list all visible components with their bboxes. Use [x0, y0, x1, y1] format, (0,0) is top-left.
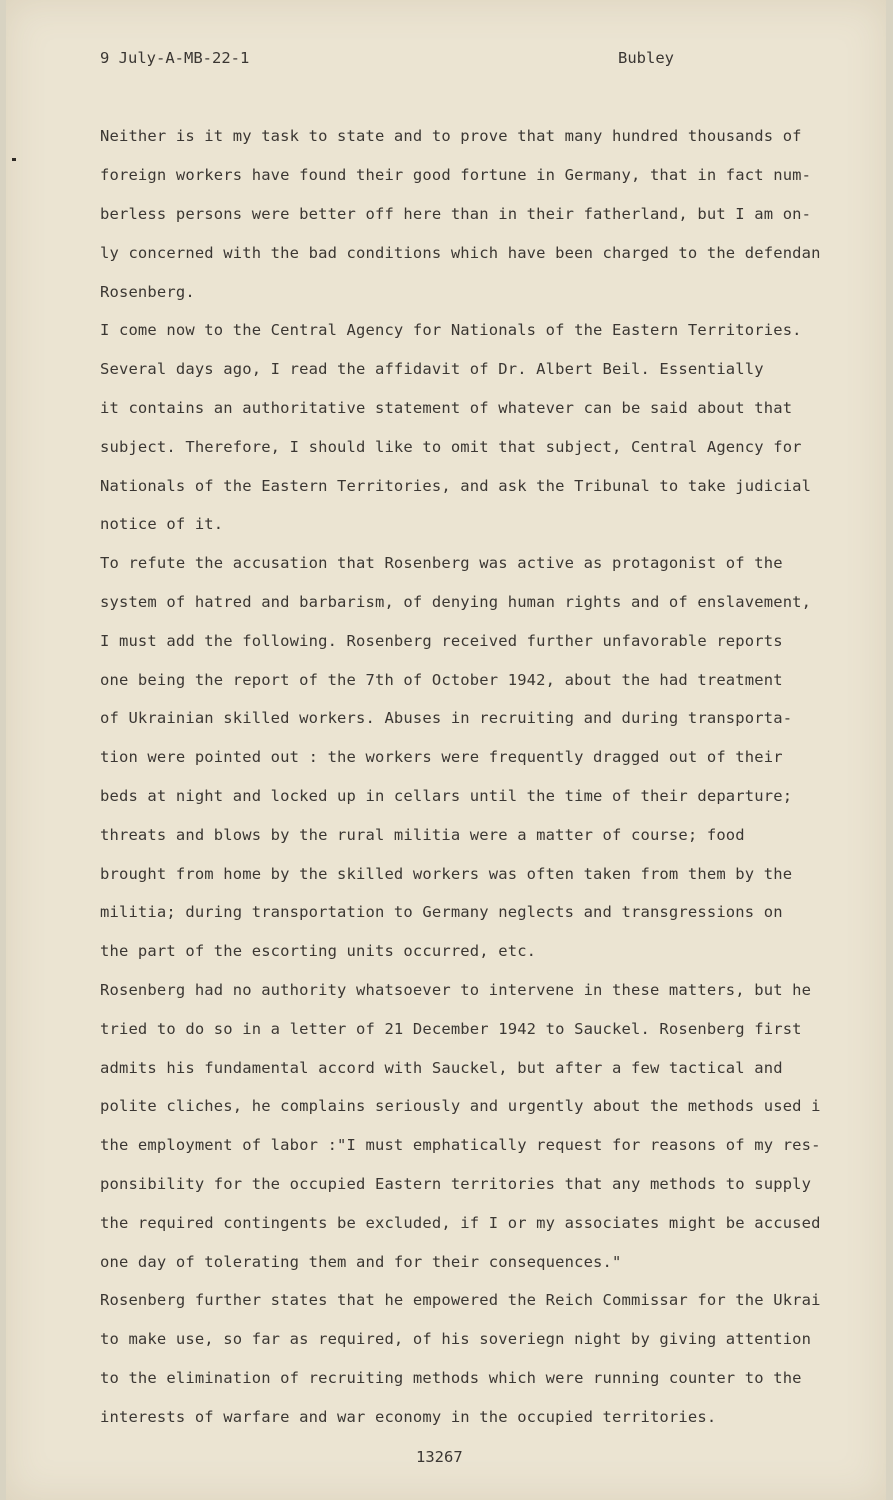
text-line: berless persons were better off here than in their fatherland, but I am on-: [100, 205, 812, 223]
text-line: the required contingents be excluded, if I or my associates might be accused: [100, 1214, 821, 1232]
text-line: foreign workers have found their good fortune in Germany, that in fact num-: [100, 166, 812, 184]
text-line: I must add the following. Rosenberg received further unfavorable reports: [100, 632, 783, 650]
text-line: the employment of labor :"I must emphatically request for reasons of my res-: [100, 1136, 821, 1154]
text-line: notice of it.: [100, 515, 224, 533]
text-line: brought from home by the skilled workers was often taken from them by the: [100, 865, 793, 883]
text-line: Rosenberg had no authority whatsoever to intervene in these matters, but he: [100, 981, 812, 999]
typist-name: Bubley: [618, 49, 674, 67]
text-line: Several days ago, I read the affidavit of Dr. Albert Beil. Essentially: [100, 360, 764, 378]
text-line: tion were pointed out : the workers were frequently dragged out of their: [100, 748, 783, 766]
text-line: of Ukrainian skilled workers. Abuses in recruiting and during transporta-: [100, 709, 793, 727]
text-line: interests of warfare and war economy in the occupied territories.: [100, 1408, 717, 1426]
text-line: I come now to the Central Agency for Nationals of the Eastern Territories.: [100, 321, 802, 339]
text-line: militia; during transportation to Germany neglects and transgressions on: [100, 903, 783, 921]
text-line: Rosenberg.: [100, 283, 195, 301]
margin-mark: [12, 158, 16, 161]
text-line: Nationals of the Eastern Territories, and ask the Tribunal to take judicial: [100, 477, 812, 495]
text-line: one day of tolerating them and for their consequences.": [100, 1253, 622, 1271]
text-line: subject. Therefore, I should like to omit that subject, Central Agency for: [100, 438, 802, 456]
text-line: system of hatred and barbarism, of denying human rights and of enslavement,: [100, 593, 812, 611]
text-line: to the elimination of recruiting methods which were running counter to the: [100, 1369, 802, 1387]
text-line: to make use, so far as required, of his soveriegn night by giving attention: [100, 1330, 812, 1348]
document-reference: 9 July-A-MB-22-1: [100, 49, 250, 67]
text-line: the part of the escorting units occurred, etc.: [100, 942, 537, 960]
page-number: 13267: [416, 1448, 463, 1466]
text-line: tried to do so in a letter of 21 December 1942 to Sauckel. Rosenberg first: [100, 1020, 802, 1038]
text-line: one being the report of the 7th of October 1942, about the had treatment: [100, 671, 783, 689]
text-line: threats and blows by the rural militia were a matter of course; food: [100, 826, 745, 844]
text-line: beds at night and locked up in cellars until the time of their departure;: [100, 787, 793, 805]
text-line: admits his fundamental accord with Sauckel, but after a few tactical and: [100, 1059, 783, 1077]
text-line: To refute the accusation that Rosenberg was active as protagonist of the: [100, 554, 783, 572]
text-line: Neither is it my task to state and to prove that many hundred thousands of: [100, 127, 802, 145]
text-line: polite cliches, he complains seriously and urgently about the methods used i: [100, 1097, 821, 1115]
text-line: Rosenberg further states that he empowered the Reich Commissar for the Ukrai: [100, 1291, 821, 1309]
text-line: ly concerned with the bad conditions which have been charged to the defendan: [100, 244, 821, 262]
text-line: it contains an authoritative statement of whatever can be said about that: [100, 399, 793, 417]
document-page: [6, 0, 886, 1500]
text-line: ponsibility for the occupied Eastern territories that any methods to supply: [100, 1175, 812, 1193]
